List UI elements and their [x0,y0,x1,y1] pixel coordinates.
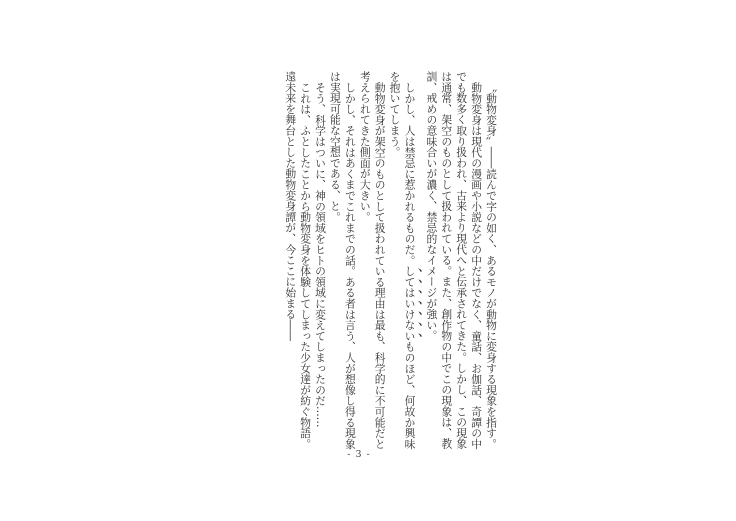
paragraph-taboo [387,71,424,449]
paragraph-gods-domain: そう、科学はついに、神の領域をヒトの領域に変えてしまったのだ…… [314,81,328,428]
paragraph-science-impossible: 動物変身が架空のものとして扱われている理由は最も、科学的に不可能だと考えられてきた側面が大きい。 [358,71,387,449]
emphasis-dotted-text: してはいけない [403,265,417,342]
paragraph-intro-definition: 〝動物変身〟――読んで字の如く、あるモノが動物に変身する現象を指す。 [485,81,498,449]
paragraph-text-post: ものほど、何故か興味を抱いてしまう。 [388,71,417,450]
paragraph-imagination: しかし、それはあくまでこれまでの話。ある者は言う、人が想像し得る現象は実現可能な空想である、と。 [328,71,357,449]
page-number: - 3 - [347,449,371,460]
paragraph-story-opening: これは、ふとしたことから動物変身を体験してしまった少女達が紡ぐ物語。遠未来を舞台とした動物変身譚が、今ここに始まる―― [284,71,313,449]
page-text [282,71,498,449]
paragraph-history: 動物変身は現代の漫画や小説などの中だけでなく、童話、お伽話、奇譚の中でも数多く取り扱われ、古来より現代へと伝承されてきた。しかし、この現象は通常、架空のものとして扱われている。また、創作物の中でこの現象は、教訓、戒めの意味合いが濃く、禁忌的なイメージが強い。 [425,71,484,449]
paragraph-text-pre: しかし、人は禁忌に惹かれるものだ。 [403,81,417,266]
